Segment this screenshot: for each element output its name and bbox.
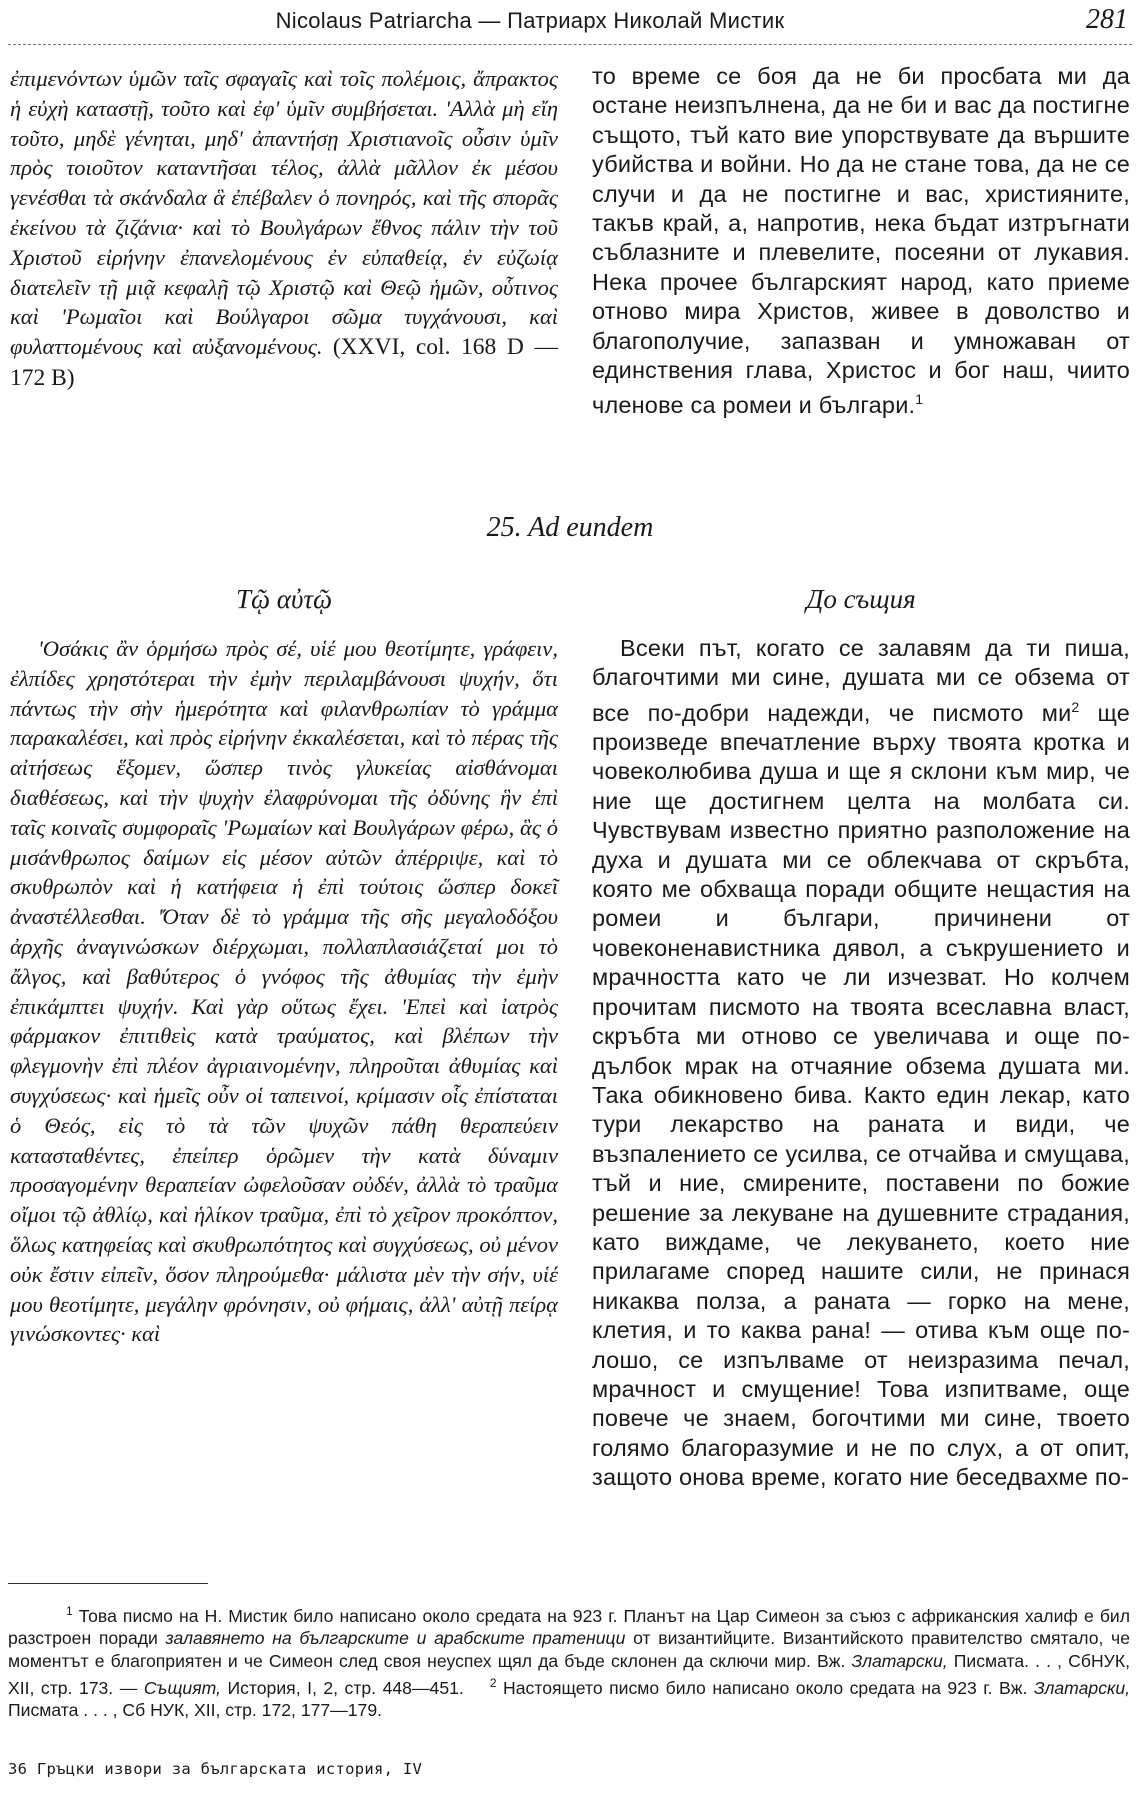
top-greek-paragraph — [10, 64, 558, 394]
footnote-mark-1: 1 — [915, 391, 924, 408]
footnote-1-italic-1: залавянето на българските и арабските пратеници — [165, 1628, 626, 1649]
footnote-1-italic-3: Същият, — [143, 1677, 221, 1698]
footnote-2-b: Писмата . . . , Сб НУК, XII, стр. 172, 177—179. — [8, 1700, 383, 1721]
footnote-1-a: Това писмо на Н. Мистик било написано около средата на 923 г. Планът на Цар Симеон за съюз с африканския халиф е бил разстроен поради — [8, 1605, 1130, 1649]
page-footer: 36 Гръцки извори за българската история, IV — [8, 1760, 423, 1778]
main-bulgarian-text-b: ще произведе впечатление върху твоята кротка и човеколюбива душа и ще я склони към мир, че ние ще достигнем целта на молбата си. Чувствувам известно приятно разположение на духа и душата ми се облекчава от скръбта, която ме обхваща поради общите нещастия на ромеи и българи, причинени от човеконенавистника дявол, а съкрушението и мрачността като че ли изчезват. Но колчем прочитам писмото на твоята всеславна власт, скръбта ми отново се увеличава и още по-дълбок мрак на отчаяние обзема душата ми. Така обикновено бива. Както един лекар, като тури лекарство на раната и види, че възпалението се усилва, се отчайва и смущава, тъй и ние, смирените, поставени по божие решение за лекуване на душевните страдания, като виждаме, че лекуването, което ние прилагаме според нашите сили, не принася никаква полза, а раната — горко на мене, клетия, и то каква рана! — отива към още по-лошо, се изпълваме от неизразима печал, мрачност и смущение! Това изпитваме, още повече че знаем, богочтими ми сине, твоето голямо благоразумие и не по слух, а от опит, защото онова време, когато ние беседвахме по- — [592, 699, 1130, 1491]
top-bulgarian-text: то време се боя да не би просбата ми да остане неизпълнена, да не би и вас да постигне същото, тъй като вие упорствувате да вършите убийства и войни. Но да не стане това, да не се случи и да не постигне и вас, християните, такъв край, а, напротив, нека бъдат изтръгнати съблазните и плевелите, посеяни от лукавия. Нека прочее българският народ, като приеме отново мира Христов, живее в доволство и благополучие, запазван и умножаван от единствения глава, Христос и бог наш, чиито членове са ромеи и българи. — [592, 63, 1130, 419]
page-header — [0, 0, 1140, 60]
footnote-1-c: Писмата. . . , СбНУК, XII, стр. 173. — — [8, 1650, 1130, 1698]
footnote-rule — [8, 1583, 208, 1584]
page-number: 281 — [1086, 4, 1128, 35]
top-greek-reference: (XXVI, col. 168 D — 172 B) — [10, 334, 558, 391]
footnote-2-italic-1: Златарски, — [1033, 1677, 1130, 1698]
footnote-1-italic-2: Златарски, — [851, 1650, 948, 1671]
top-greek-column — [10, 64, 558, 394]
top-greek-text: ἐπιμενόντων ὑμῶν ταῖς σφαγαῖς καὶ τοῖς πολέμοις, ἄπρακτος ἡ εὐχὴ καταστῇ, τοῦτο καὶ ἐφ' ὑμῖν συμβήσεται. 'Αλλὰ μὴ εἴη τοῦτο, μηδὲ γένηται, μηδ' ἀπαντήσῃ Χριστιανοῖς οὖσιν ὑμῖν πρὸς τοιοῦτον καταντῆσαι τέλος, ἀλλὰ μᾶλλον ἐκ μέσου γενέσθαι τὰ σκάνδαλα ἃ ἐπέβαλεν ὁ πονηρός, καὶ τῆς σπορᾶς ἐκείνου τὰ ζιζάνια· καὶ τὸ Βουλγάρων ἔθνος πάλιν τὴν τοῦ Χριστοῦ εἰρήνην ἐπανελομένους ἐν εὐπαθείᾳ, ἐν εὐζωίᾳ διατελεῖν τῇ μιᾷ κεφαλῇ τῷ Χριστῷ καὶ Θεῷ ἡμῶν, οὗτινος καὶ 'Ρωμαῖοι καὶ Βούλγαροι σῶμα τυγχάνουσι, καὶ φυλαττομένους καὶ αὐξανομένους. — [10, 66, 558, 360]
top-bulgarian-column — [592, 62, 1130, 421]
main-greek-column — [10, 634, 558, 1349]
top-bulgarian-paragraph — [592, 62, 1130, 421]
main-bulgarian-column — [592, 634, 1130, 1493]
main-greek-text: 'Οσάκις ἂν ὁρμήσω πρὸς σέ, υἱέ μου θεοτίμητε, γράφειν, ἐλπίδες χρηστότεραι τὴν ἐμὴν περιλαμβάνουσι ψυχήν, ὅτι πάντως τὴν σὴν ἡμερότητα καὶ φιλανθρωπίαν τὸ γράμμα παρακαλέσει, καὶ πρὸς εἰρήνην ἐκκαλέσεται, καὶ τὸ πέρας τῆς αἰτήσεως ἕξομεν, ὥσπερ τινὸς γλυκείας αἰσθάνομαι διαθέσεως, καὶ τὴν ψυχὴν ἐλαφρύνομαι τῆς ὀδύνης ἣν ἐπὶ ταῖς κοιναῖς συμφοραῖς 'Ρωμαίων καὶ Βουλγάρων φέρω, ἃς ὁ μισάνθρωπος δαίμων εἰς μέσον αὐτῶν ἀπέρριψε, καὶ τὸ σκυθρωπὸν καὶ ἡ κατήφεια ἡ ἐπὶ τούτοις ὥσπερ δοκεῖ ἀναστέλλεσθαι. 'Όταν δὲ τὸ γράμμα τῆς σῆς μεγαλοδόξου ἀρχῆς ἀναγινώσκων διέρχωμαι, πολλαπλασιάζεταί μοι τὸ ἄλγος, καὶ βαθύτερος ὁ γνόφος τῆς ἀθυμίας τὴν ἐμὴν ἐπικάμπτει ψυχήν. Καὶ γὰρ οὕτως ἔχει. 'Επεὶ καὶ ἰατρὸς φάρμακον ἐπιτιθεὶς κατὰ τραύματος, καὶ βλέπων τὴν φλεγμονὴν ἐπὶ πλέον ἀγριαινομένην, πληροῦται ἀθυμίας καὶ συγχύσεως· καὶ ἡμεῖς οὖν οἱ ταπεινοί, κρίμασιν οἷς ἐπίσταται ὁ Θεός, εἰς τὸ τὰ τῶν ψυχῶν πάθη θεραπεύειν κατασταθέντες, ἐπείπερ ὁρῶμεν τὴν κατὰ δύναμιν προσαγομένην θεραπείαν ὠφελοῦσαν οὐδέν, ἀλλὰ τὸ τραῦμα οἴμοι τῷ ἀθλίῳ, καὶ ἡλίκον τραῦμα, ἐπὶ τὸ χεῖρον προκόπτον, ὅλως κατηφείας καὶ σκυθρωπότητος καὶ συγχύσεως, οὐ μένον οὐκ ἔστιν εἰπεῖν, ὅσον πληρούμεθα· μάλιστα μὲν τὴν σήν, υἱέ μου θεοτίμητε, μεγάλην φρόνησιν, οὐ φήμαις, ἀλλ' αὐτῇ πείρᾳ γινώσκοντες· καὶ — [10, 636, 558, 1347]
main-bulgarian-paragraph — [592, 634, 1130, 1493]
greek-subtitle: Τῷ αὐτῷ — [235, 584, 333, 614]
footnote-text — [8, 1600, 1130, 1722]
footnote-mark-2: 2 — [1071, 698, 1080, 715]
footnote-2-mark: 2 — [489, 1676, 497, 1691]
footnote-1-b: от византийците. Византийското правителство смятало, че моментът е благоприятен и че Симеон след своя неуспех щял да бъде склонен да сключи мир. Вж. — [8, 1628, 1131, 1671]
footnote-1-mark: 1 — [66, 1604, 73, 1618]
footnote-2-a: Настоящето писмо било написано около средата на 923 г. Вж. — [496, 1677, 1034, 1698]
main-bulgarian-text-a: Всеки път, когато се залавям да ти пиша, благочтими ми сине, душата ми се обзема от все по-добри надежди, че писмото ми — [592, 635, 1130, 726]
footnotes — [8, 1600, 1130, 1722]
bulgarian-subtitle: До същия — [806, 584, 916, 614]
running-title: Nicolaus Patriarcha — Патриарх Николай Мистик — [275, 8, 785, 33]
header-rule — [8, 44, 1132, 45]
footnote-1-d: История, I, 2, стр. 448—451. — [220, 1677, 464, 1698]
section-title: 25. Ad eundem — [486, 512, 654, 543]
